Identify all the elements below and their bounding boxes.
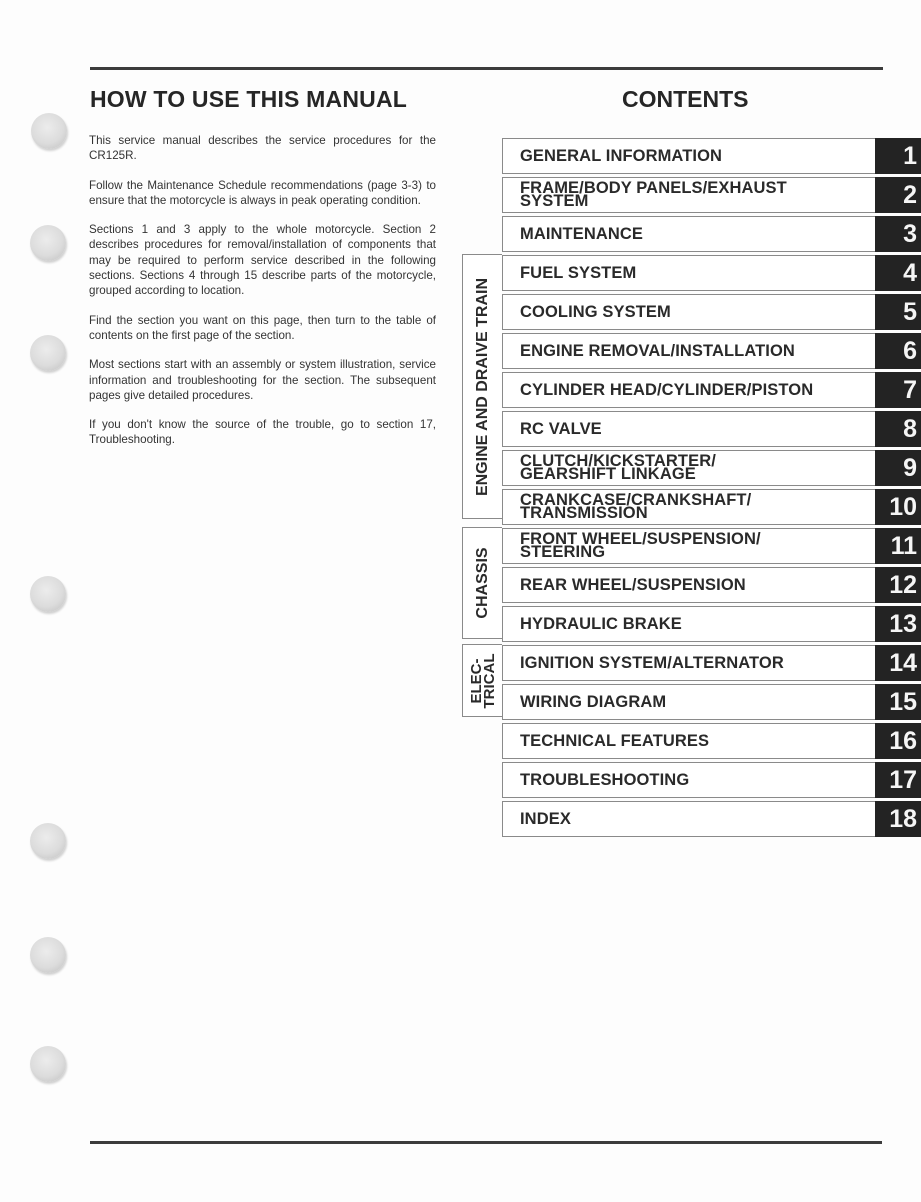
toc-label-box: [502, 372, 875, 408]
toc-label-box: [502, 762, 875, 798]
group-label-line: TRICAL: [480, 653, 498, 708]
toc-label: INDEX: [520, 810, 571, 828]
intro-paragraph: This service manual describes the service procedures for the CR125R.: [89, 134, 436, 163]
toc-section-8[interactable]: [502, 411, 921, 447]
section-number-tab[interactable]: 10: [875, 489, 921, 525]
toc-label: GEARSHIFT LINKAGE: [520, 465, 696, 483]
toc-label-box: [502, 411, 875, 447]
toc-label-box: [502, 528, 875, 564]
section-number-tab[interactable]: 8: [875, 411, 921, 447]
toc-section-17[interactable]: [502, 762, 921, 798]
toc-section-18[interactable]: [502, 801, 921, 837]
toc-section-15[interactable]: [502, 684, 921, 720]
group-electrical: [462, 644, 502, 717]
toc-section-4[interactable]: [502, 255, 921, 291]
toc-label: TROUBLESHOOTING: [520, 771, 690, 789]
group-label-line: ELEC-: [467, 658, 485, 703]
toc-section-7[interactable]: [502, 372, 921, 408]
toc-label: CYLINDER HEAD/CYLINDER/PISTON: [520, 381, 814, 399]
binder-hole-icon: [30, 576, 66, 612]
intro-paragraph: Follow the Maintenance Schedule recommendations (page 3-3) to ensure that the motorcycle is always in peak operating condition.: [89, 178, 436, 207]
binder-hole-icon: [30, 225, 66, 261]
toc-section-14[interactable]: [502, 645, 921, 681]
toc-section-1[interactable]: [502, 138, 921, 174]
toc-label: IGNITION SYSTEM/ALTERNATOR: [520, 654, 784, 672]
section-number-tab[interactable]: 4: [875, 255, 921, 291]
toc-label-box: [502, 567, 875, 603]
toc-label-box: [502, 801, 875, 837]
toc-label: CRANKCASE/CRANKSHAFT/: [520, 490, 752, 509]
toc-label-box: [502, 216, 875, 252]
toc-label: RC VALVE: [520, 420, 602, 438]
binder-hole-icon: [31, 113, 67, 149]
toc-label: MAINTENANCE: [520, 225, 644, 243]
contents-title: CONTENTS: [622, 86, 749, 112]
toc-label-box: [502, 684, 875, 720]
toc-label-box: [502, 606, 875, 642]
binder-hole-icon: [30, 937, 66, 973]
toc-label: HYDRAULIC BRAKE: [520, 615, 682, 633]
section-number-tab[interactable]: 17: [875, 762, 921, 798]
toc-section-2[interactable]: [502, 177, 921, 213]
toc-label-box: [502, 138, 875, 174]
toc-label-box: [502, 723, 875, 759]
binder-hole-icon: [30, 823, 66, 859]
toc-section-6[interactable]: [502, 333, 921, 369]
binder-hole-icon: [30, 335, 66, 371]
toc-label-box: [502, 645, 875, 681]
section-number-tab[interactable]: 12: [875, 567, 921, 603]
toc-section-10[interactable]: [502, 489, 921, 525]
toc-label: FUEL SYSTEM: [520, 264, 637, 282]
toc-label: FRONT WHEEL/SUSPENSION/: [520, 529, 761, 548]
section-number-tab[interactable]: 6: [875, 333, 921, 369]
intro-text: [89, 133, 436, 462]
section-number-tab[interactable]: 5: [875, 294, 921, 330]
toc-section-9[interactable]: [502, 450, 921, 486]
toc-section-5[interactable]: [502, 294, 921, 330]
toc-label-box: [502, 177, 875, 213]
intro-paragraph: If you don't know the source of the trouble, go to section 17, Troubleshooting.: [89, 418, 436, 447]
section-number-tab[interactable]: 7: [875, 372, 921, 408]
group-label: CHASSIS: [473, 547, 491, 619]
toc-section-12[interactable]: [502, 567, 921, 603]
toc-section-11[interactable]: [502, 528, 921, 564]
binder-hole-icon: [30, 1046, 66, 1082]
toc-label: ENGINE REMOVAL/INSTALLATION: [520, 342, 795, 360]
toc-label: FRAME/BODY PANELS/EXHAUST: [520, 178, 787, 197]
section-number-tab[interactable]: 11: [875, 528, 921, 564]
section-number-tab[interactable]: 18: [875, 801, 921, 837]
section-number-tab[interactable]: 15: [875, 684, 921, 720]
intro-paragraph: Most sections start with an assembly or system illustration, service information and troubleshooting for the section. The subsequent pages give detailed procedures.: [89, 358, 436, 402]
group-engine-drive-train: [462, 254, 502, 519]
toc-section-3[interactable]: [502, 216, 921, 252]
toc-label-box: [502, 489, 875, 525]
section-number-tab[interactable]: 14: [875, 645, 921, 681]
toc-label-box: [502, 294, 875, 330]
toc-label: REAR WHEEL/SUSPENSION: [520, 576, 746, 594]
toc-label-box: [502, 450, 875, 486]
section-number-tab[interactable]: 16: [875, 723, 921, 759]
toc-section-13[interactable]: [502, 606, 921, 642]
toc-label: GENERAL INFORMATION: [520, 147, 723, 165]
how-to-use-title: HOW TO USE THIS MANUAL: [90, 86, 408, 112]
toc-label: TECHNICAL FEATURES: [520, 732, 710, 750]
toc-label: SYSTEM: [520, 192, 589, 210]
intro-paragraph: Sections 1 and 3 apply to the whole motorcycle. Section 2 describes procedures for removal/installation of components that may be required to perform service described in the following sections. Sections 4 through 15 describe parts of the motorcycle, grouped according to location.: [89, 223, 436, 298]
toc-label-box: [502, 333, 875, 369]
section-number-tab[interactable]: 2: [875, 177, 921, 213]
toc-label: STEERING: [520, 543, 606, 561]
toc-label: WIRING DIAGRAM: [520, 693, 667, 711]
section-number-tab[interactable]: 1: [875, 138, 921, 174]
toc-label: COOLING SYSTEM: [520, 303, 671, 321]
bottom-rule: [90, 1141, 882, 1144]
group-label: ENGINE AND DRAIVE TRAIN: [473, 277, 491, 496]
toc-label-box: [502, 255, 875, 291]
group-chassis: [462, 527, 502, 639]
section-number-tab[interactable]: 9: [875, 450, 921, 486]
section-number-tab[interactable]: 3: [875, 216, 921, 252]
section-number-tab[interactable]: 13: [875, 606, 921, 642]
toc-label: CLUTCH/KICKSTARTER/: [520, 451, 716, 470]
intro-paragraph: Find the section you want on this page, then turn to the table of contents on the first page of the section.: [89, 313, 436, 342]
top-rule: [90, 67, 883, 70]
group-label: [467, 653, 498, 708]
toc-section-16[interactable]: [502, 723, 921, 759]
toc-label: TRANSMISSION: [520, 504, 648, 522]
